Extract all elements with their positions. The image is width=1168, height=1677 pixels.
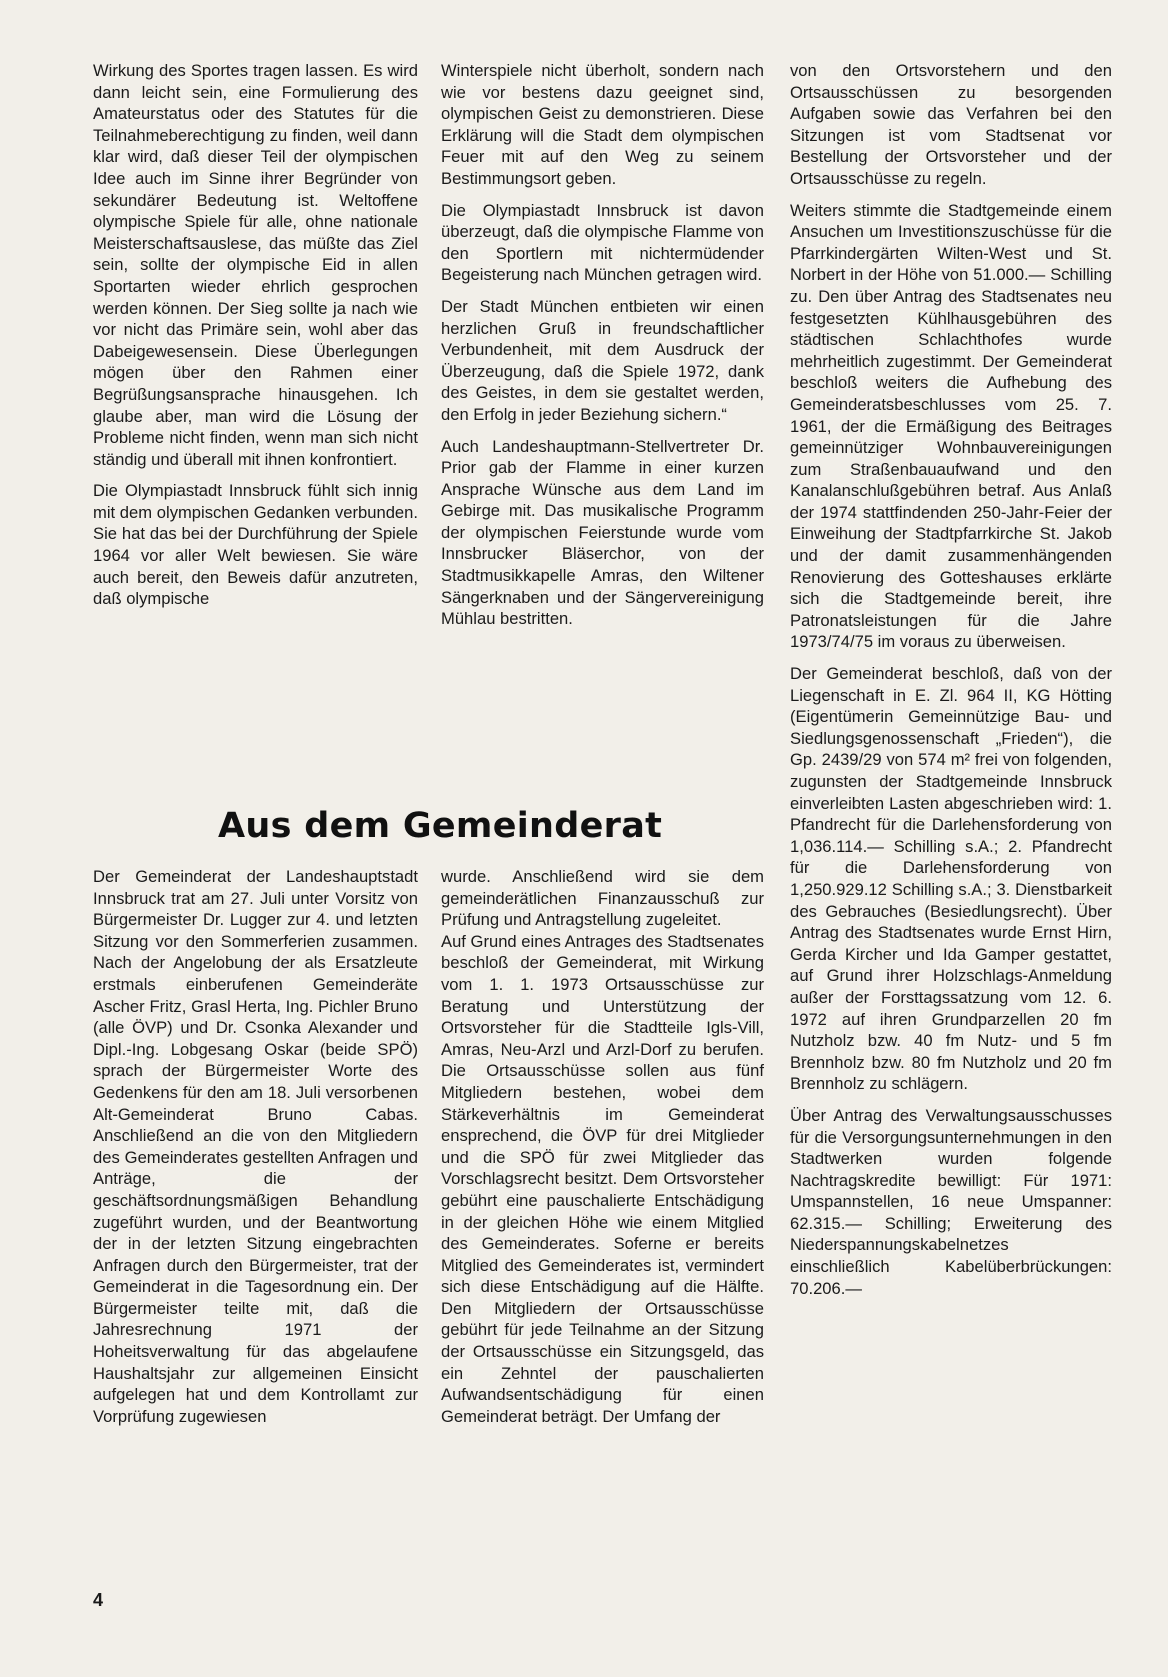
paragraph: von den Ortsvorstehern und den Ortsausschüssen zu besorgenden Aufgaben sowie das Verfahren bei den Sitzungen ist vom Stadtsenat vor Bestellung der Ortsvorsteher und der Ortsausschüsse zu regeln. (790, 61, 1112, 188)
paragraph: Der Gemeinderat beschloß, daß von der Liegenschaft in E. Zl. 964 II, KG Hötting (Eigentümerin Gemeinnützige Bau- und Siedlungsgenossenschaft „Frieden“), die Gp. 2439/29 von 574 m² frei von folgenden, zugunsten der Stadtgemeinde Innsbruck einverleibten Lasten abgeschrieben wird: 1. Pfandrecht für die Darlehensforderung von 1,036.114.— Schilling s.A.; 2. Pfandrecht für die Darlehensforderung von 1,250.929.12 Schilling s.A.; 3. Dienstbarkeit des Gebrauches (Besiedlungsrecht). Über Antrag des Stadtsenates wurde Ernst Hirn, Gerda Kircher und Ida Gamper gestattet, auf Grund ihrer Holzschlags-Anmeldung außer der Forsttagssatzung vom 12. 6. 1972 auf ihren Grundparzellen 20 fm Nutzholz bzw. 40 fm Nutz- und 5 fm Brennholz bzw. 80 fm Nutzholz und 20 fm Brennholz zu schlägern. (790, 664, 1112, 1094)
paragraph: Der Stadt München entbieten wir einen herzlichen Gruß in freundschaftlicher Verbundenheit, mit dem Ausdruck der Überzeugung, daß die Spiele 1972, dank des Geistes, in dem sie gestaltet werden, den Erfolg in jeder Beziehung sichern.“ (441, 296, 764, 424)
page-number: 4 (93, 1590, 104, 1610)
paragraph: Auch Landeshauptmann-Stellvertreter Dr. Prior gab der Flamme in einer kurzen Ansprache Wünsche aus dem Land im Gebirge mit. Das musikalische Programm der olympischen Feierstunde wurde vom Innsbrucker Bläserchor, von der Stadtmusikkapelle Amras, den Wiltener Sängerknaben und der Sängervereinigung Mühlau bestritten. (441, 436, 764, 629)
paragraph: Auf Grund eines Antrages des Stadtsenates beschloß der Gemeinderat, mit Wirkung vom 1. 1. 1973 Ortsausschüsse zur Beratung und Unterstützung der Ortsvorsteher für die Stadtteile Igls-Vill, Amras, Neu-Arzl und Arzl-Dorf zu berufen. Die Ortsausschüsse sollen aus fünf Mitgliedern bestehen, wobei dem Stärkeverhältnis im Gemeinderat ensprechend, die ÖVP für drei Mitglieder und die SPÖ für zwei Mitglieder das Vorschlagsrecht besitzt. Dem Ortsvorsteher gebührt eine pauschalierte Entschädigung in der gleichen Höhe wie einem Mitglied des Gemeinderates. Soferne er bereits Mitglied des Gemeinderates ist, vermindert sich diese Entschädigung auf die Hälfte. Den Mitgliedern der Ortsausschüsse gebührt für jede Teilnahme an der Sitzung der Ortsausschüsse ein Sitzungsgeld, das ein Zehntel der pauschalierten Aufwandsentschädigung für einen Gemeinderat beträgt. Der Umfang der (441, 931, 764, 1426)
column-3 (790, 60, 1112, 1309)
paragraph: Die Olympiastadt Innsbruck ist davon überzeugt, daß die olympische Flamme von den Sportlern mit nichtermüdender Begeisterung nach München getragen wird. (441, 200, 764, 285)
paragraph: Die Olympiastadt Innsbruck fühlt sich innig mit dem olympischen Gedanken verbunden. Sie hat das bei der Durchführung der Spiele 1964 vor aller Welt bewiesen. Sie wäre auch bereit, den Beweis dafür anzutreten, daß olympische (93, 481, 418, 609)
column-1-top (93, 60, 418, 620)
column-2-top (441, 60, 764, 640)
paragraph: Weiters stimmte die Stadtgemeinde einem Ansuchen um Investitionszuschüsse für die Pfarrkindergärten Wilten-West und St. Norbert in der Höhe von 51.000.— Schilling zu. Den über Antrag des Stadtsenates neu festgesetzten Kühlhausgebühren des städtischen Schlachthofes wurde mehrheitlich zugestimmt. Der Gemeinderat beschloß weiters die Aufhebung des Gemeinderatsbeschlusses vom 25. 7. 1961, der die Ermäßigung des Beitrages gemeinnütziger Wohnbauvereinigungen zum Straßenbauaufwand und den Kanalanschlußgebühren betraf. Aus Anlaß der 1974 stattfindenden 250-Jahr-Feier der Einweihung der Stadtpfarrkirche St. Jakob und der damit zusammenhängenden Renovierung des Gotteshauses erklärte sich die Stadtgemeinde bereit, ihre Patronatsleistungen für die Jahre 1973/74/75 im voraus zu überweisen. (790, 200, 1112, 652)
paragraph: Winterspiele nicht überholt, sondern nach wie vor bestens dazu geeignet sind, olympischen Geist zu demonstrieren. Diese Erklärung will die Stadt dem olympischen Feuer mit auf den Weg zu seinem Bestimmungsort geben. (441, 61, 764, 188)
column-2-bottom (441, 866, 764, 1437)
paragraph: Der Gemeinderat der Landeshauptstadt Innsbruck trat am 27. Juli unter Vorsitz von Bürgermeister Dr. Lugger zur 4. und letzten Sitzung vor den Sommerferien zusammen. Nach der Angelobung der als Ersatzleute erstmals einberufenen Gemeinderäte Ascher Fritz, Grasl Herta, Ing. Pichler Bruno (alle ÖVP) und Dr. Csonka Alexander und Dipl.-Ing. Lobgesang Oskar (beide SPÖ) sprach der Bürgermeister Worte des Gedenkens für den am 18. Juli versorbenen Alt-Gemeinderat Bruno Cabas. Anschließend an die von den Mitgliedern des Gemeinderates gestellten Anfragen und Anträge, die der geschäftsordnungsmäßigen Behandlung zugeführt wurden, und der Beantwortung der in der letzten Sitzung eingebrachten Anfragen durch den Bürgermeister, trat der Gemeinderat in die Tagesordnung ein. Der Bürgermeister teilte mit, daß die Jahresrechnung 1971 der Hoheitsverwaltung für das abgelaufene Haushaltsjahr zur allgemeinen Einsicht aufgelegen hat und dem Kontrollamt zur Vorprüfung zugewiesen (93, 867, 418, 1426)
section-headline: Aus dem Gemeinderat (218, 806, 663, 846)
paragraph: Über Antrag des Verwaltungsausschusses für die Versorgungsunternehmungen in den Stadtwerken wurden folgende Nachtragskredite bewilligt: Für 1971: Umspannstellen, 16 neue Umspanner: 62.315.— Schilling; Erweiterung des Niederspannungskabelnetzes einschließlich Kabelüberbrückungen: 70.206.— (790, 1105, 1112, 1298)
paragraph: wurde. Anschließend wird sie dem gemeinderätlichen Finanzausschuß zur Prüfung und Antragstellung zugeleitet. (441, 867, 764, 930)
paragraph: Wirkung des Sportes tragen lassen. Es wird dann leicht sein, eine Formulierung des Amateurstatus oder des Statutes für die Teilnahmeberechtigung zu finden, weil dann klar wird, daß dieser Teil der olympischen Idee auch im Sinne ihrer Begründer von sekundärer Bedeutung ist. Weltoffene olympische Spiele für alle, ohne nationale Meisterschaftsauslese, das müßte das Ziel sein, sollte der olympische Eid in allen Sportarten wieder ehrlich gesprochen werden können. Der Sieg sollte ja nach wie vor nicht das Primäre sein, wohl aber das Dabeigewesensein. Diese Überlegungen mögen über den Rahmen einer Begrüßungsansprache hinausgehen. Ich glaube aber, man wird die Lösung der Probleme nicht finden, wenn man sich nicht ständig und überall mit ihnen konfrontiert. (93, 61, 418, 469)
column-1-bottom (93, 866, 418, 1437)
